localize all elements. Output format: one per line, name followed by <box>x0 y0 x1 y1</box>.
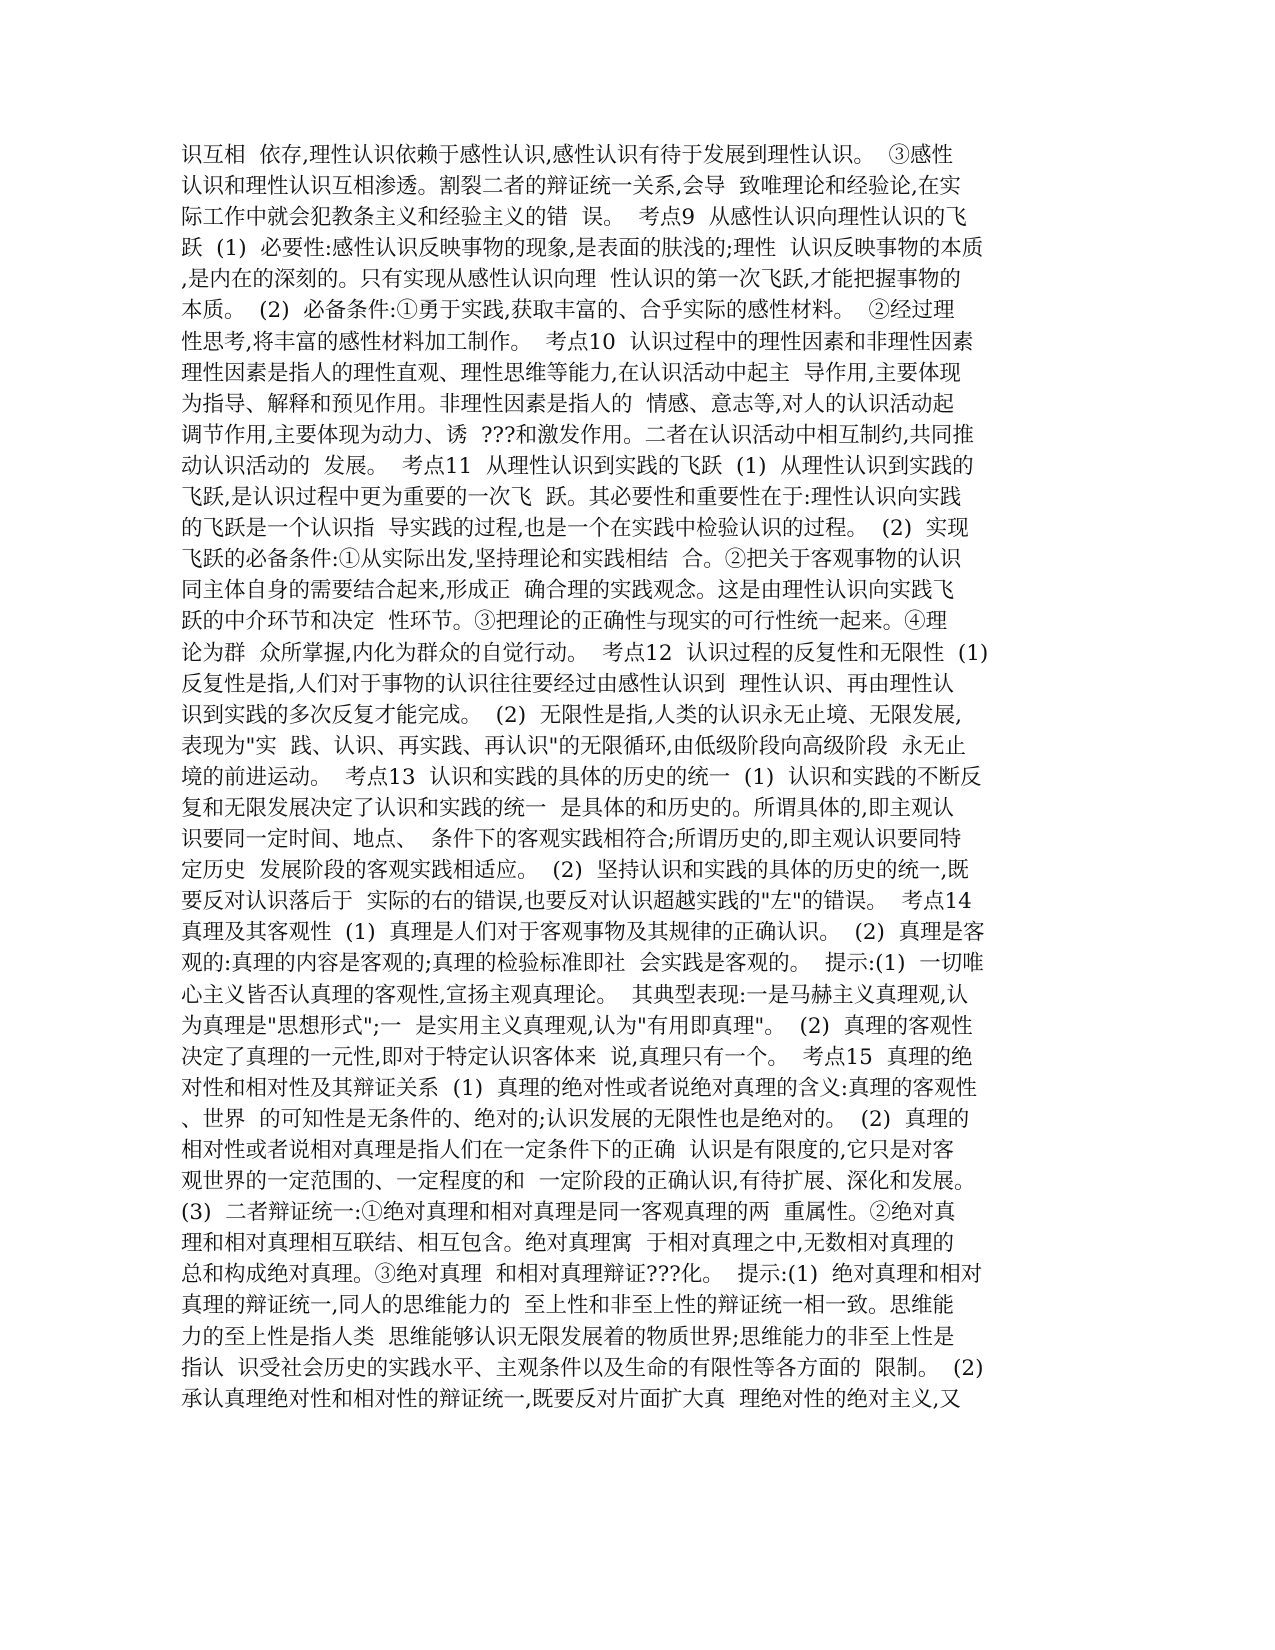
text-line: 跃 (1) 必要性:感性认识反映事物的现象,是表面的肤浅的;理性 认识反映事物的本质 <box>181 236 984 262</box>
text-line: 真理及其客观性 (1) 真理是人们对于客观事物及其规律的正确认识。 (2) 真理是客 <box>181 920 985 946</box>
text-line: 力的至上性是指人类 思维能够认识无限发展着的物质世界;思维能力的非至上性是 <box>181 1324 955 1350</box>
text-line: 反复性是指,人们对于事物的认识往往要经过由感性认识到 理性认识、再由理性认 <box>181 671 955 697</box>
text-line: 要反对认识落后于 实际的右的错误,也要反对认识超越实践的"左"的错误。 考点14 <box>181 889 972 915</box>
text-line: 表现为"实 践、认识、再实践、再认识"的无限循环,由低级阶段向高级阶段 永无止 <box>181 733 966 759</box>
text-line: 复和无限发展决定了认识和实践的统一 是具体的和历史的。所谓具体的,即主观认 <box>181 795 955 821</box>
text-line: 际工作中就会犯教条主义和经验主义的错 误。 考点9 从感性认识向理性认识的飞 <box>181 205 967 231</box>
text-line: 对性和相对性及其辩证关系 (1) 真理的绝对性或者说绝对真理的含义:真理的客观性 <box>181 1075 978 1101</box>
text-line: (3) 二者辩证统一:①绝对真理和相对真理是同一客观真理的两 重属性。②绝对真 <box>181 1200 956 1226</box>
text-line: 性思考,将丰富的感性材料加工制作。 考点10 认识过程中的理性因素和非理性因素 <box>181 329 974 355</box>
text-line: 承认真理绝对性和相对性的辩证统一,既要反对片面扩大真 理绝对性的绝对主义,又 <box>181 1386 961 1412</box>
text-line: 论为群 众所掌握,内化为群众的自觉行动。 考点12 认识过程的反复性和无限性 (1) <box>181 640 989 666</box>
text-line: 定历史 发展阶段的客观实践相适应。 (2) 坚持认识和实践的具体的历史的统一,既 <box>181 858 969 884</box>
text-line: 本质。 (2) 必备条件:①勇于实践,获取丰富的、合乎实际的感性材料。 ②经过理 <box>181 298 955 324</box>
text-line: 识到实践的多次反复才能完成。 (2) 无限性是指,人类的认识永无止境、无限发展, <box>181 702 962 728</box>
text-line: 真理的辩证统一,同人的思维能力的 至上性和非至上性的辩证统一相一致。思维能 <box>181 1293 955 1319</box>
text-line: 、世界 的可知性是无条件的、绝对的;认识发展的无限性也是绝对的。 (2) 真理的 <box>181 1106 970 1132</box>
text-line: 调节作用,主要体现为动力、诱 ???和激发作用。二者在认识活动中相互制约,共同推 <box>181 422 974 448</box>
text-line: 识互相 依存,理性认识依赖于感性认识,感性认识有待于发展到理性认识。 ③感性 <box>181 143 954 168</box>
text-line: 识要同一定时间、地点、 条件下的客观实践相符合;所谓历史的,即主观认识要同特 <box>181 827 962 853</box>
text-line: 为指导、解释和预见作用。非理性因素是指人的 情感、意志等,对人的认识活动起 <box>181 391 955 417</box>
body-text <box>181 140 1053 1415</box>
text-line: 观的:真理的内容是客观的;真理的检验标准即社 会实践是客观的。 提示:(1) 一切唯 <box>181 951 984 977</box>
text-line: 飞跃,是认识过程中更为重要的一次飞 跃。其必要性和重要性在于:理性认识向实践 <box>181 485 962 511</box>
text-line: ,是内在的深刻的。只有实现从感性认识向理 性认识的第一次飞跃,才能把握事物的 <box>181 267 961 293</box>
text-line: 相对性或者说相对真理是指人们在一定条件下的正确 认识是有限度的,它只是对客 <box>181 1138 955 1163</box>
text-line: 为真理是"思想形式";一 是实用主义真理观,认为"有用即真理"。 (2) 真理的客观性 <box>181 1013 973 1039</box>
text-line: 总和构成绝对真理。③绝对真理 和相对真理辩证???化。 提示:(1) 绝对真理和相对 <box>181 1262 983 1288</box>
text-line: 同主体自身的需要结合起来,形成正 确合理的实践观念。这是由理性认识向实践飞 <box>181 578 955 604</box>
text-line: 境的前进运动。 考点13 认识和实践的具体的历史的统一 (1) 认识和实践的不断反 <box>181 764 982 790</box>
text-line: 理和相对真理相互联结、相互包含。绝对真理寓 于相对真理之中,无数相对真理的 <box>181 1231 955 1257</box>
text-line: 认识和理性认识互相渗透。割裂二者的辩证统一关系,会导 致唯理论和经验论,在实 <box>181 174 961 200</box>
text-line: 心主义皆否认真理的客观性,宣扬主观真理论。 其典型表现:一是马赫主义真理观,认 <box>181 982 969 1008</box>
text-line: 动认识活动的 发展。 考点11 从理性认识到实践的飞跃 (1) 从理性认识到实践的 <box>181 453 974 479</box>
text-line: 跃的中介环节和决定 性环节。③把理论的正确性与现实的可行性统一起来。④理 <box>181 609 948 635</box>
text-line: 飞跃的必备条件:①从实际出发,坚持理论和实践相结 合。②把关于客观事物的认识 <box>181 547 962 573</box>
text-line: 的飞跃是一个认识指 导实践的过程,也是一个在实践中检验认识的过程。 (2) 实现 <box>181 516 969 542</box>
text-line: 指认 识受社会历史的实践水平、主观条件以及生命的有限性等各方面的 限制。 (2) <box>181 1355 984 1381</box>
text-line: 观世界的一定范围的、一定程度的和 一定阶段的正确认识,有待扩展、深化和发展。 <box>181 1169 976 1195</box>
text-line: 理性因素是指人的理性直观、理性思维等能力,在认识活动中起主 导作用,主要体现 <box>181 360 961 386</box>
text-line: 决定了真理的一元性,即对于特定认识客体来 说,真理只有一个。 考点15 真理的绝 <box>181 1044 973 1070</box>
